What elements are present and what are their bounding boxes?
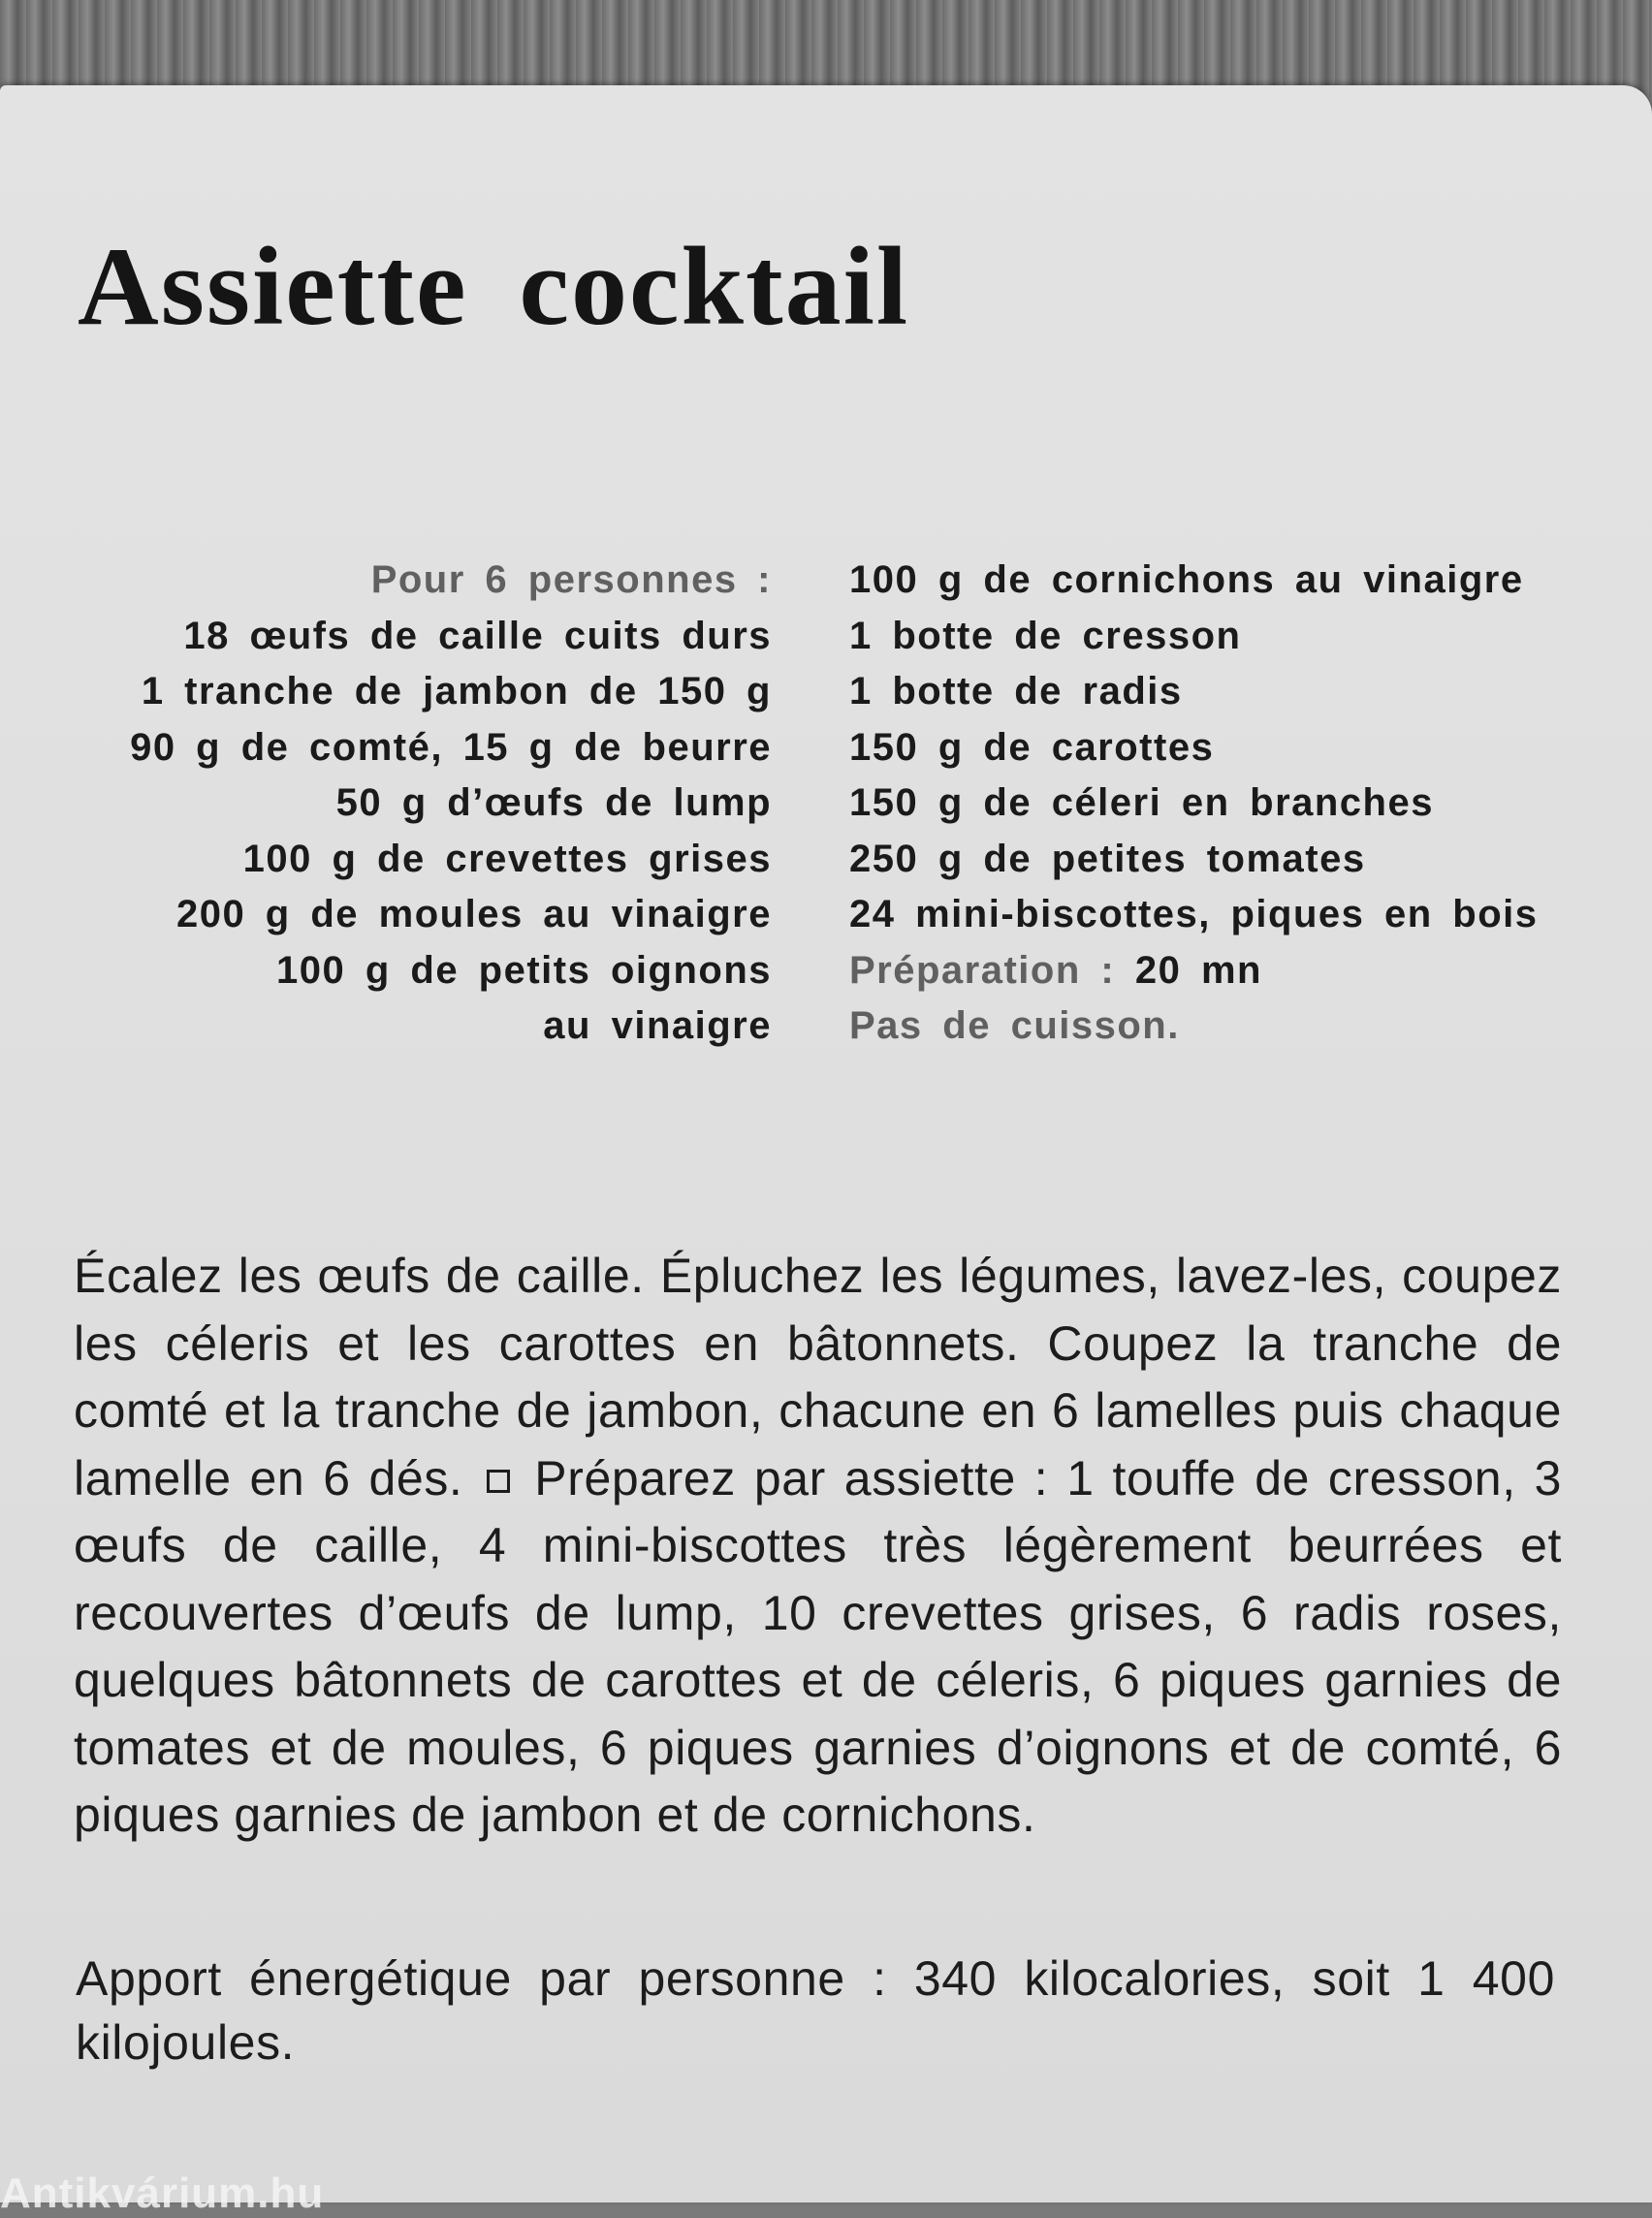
preparation-time: 20 mn	[1134, 948, 1262, 992]
book-page	[0, 85, 1652, 2202]
ingredient-item: 90 g de comté, 15 g de beurre	[130, 725, 772, 769]
method-paragraph	[74, 1243, 1562, 1850]
ingredient-item: 150 g de céleri en branches	[849, 781, 1434, 824]
recipe-title: Assiette cocktail	[78, 225, 910, 349]
method-text-part1: Écalez les œufs de caille. Épluchez les légumes, lavez-les, coupez les céleris et les carottes en bâtonnets. Coupez la tranche de comté et la tranche de jambon, chacune en 6 lamelles puis chaque lamelle en 6 dés.	[74, 1249, 1562, 1505]
ingredient-item: 50 g d’œufs de lump	[335, 781, 772, 824]
method-text-part2: Préparez par assiette : 1 touffe de cresson, 3 œufs de caille, 4 mini-biscottes très légèrement beurrées et recouvertes d’œufs de lump, 10 crevettes grises, 6 radis roses, quelques bâtonnets de carottes et de céleris, 6 piques garnies de tomates et de moules, 6 piques garnies d’oignons et de comté, 6 piques garnies de jambon et de cornichons.	[74, 1450, 1562, 1842]
ingredients-left-column	[58, 553, 772, 1055]
ingredient-item: 1 botte de cresson	[849, 614, 1242, 657]
ingredient-item: 18 œufs de caille cuits durs	[183, 614, 772, 657]
ingredient-item: 100 g de petits oignons	[275, 948, 772, 992]
preparation-label: Préparation :	[849, 948, 1116, 992]
ingredient-item: 150 g de carottes	[849, 725, 1215, 769]
ingredient-item: 100 g de crevettes grises	[242, 837, 772, 880]
ingredient-item: 100 g de cornichons au vinaigre	[849, 558, 1524, 601]
background-surface	[0, 0, 1652, 97]
square-bullet-icon	[487, 1470, 510, 1493]
ingredient-item: 1 tranche de jambon de 150 g	[141, 670, 772, 713]
cooking-note: Pas de cuisson.	[849, 1004, 1180, 1047]
ingredient-item: 1 botte de radis	[849, 670, 1183, 713]
servings-label: Pour 6 personnes :	[370, 558, 772, 601]
ingredient-item: 24 mini-biscottes, piques en bois	[849, 893, 1539, 935]
energy-info: Apport énergétique par personne : 340 kilocalories, soit 1 400 kilojoules.	[76, 1951, 1555, 2070]
watermark: Antikvárium.hu	[0, 2170, 325, 2217]
ingredient-item: 250 g de petites tomates	[849, 837, 1366, 880]
ingredient-item: 200 g de moules au vinaigre	[175, 893, 772, 935]
ingredient-item: au vinaigre	[543, 1004, 772, 1047]
preparation-line	[849, 943, 1625, 999]
ingredients-right-column	[849, 553, 1625, 1055]
